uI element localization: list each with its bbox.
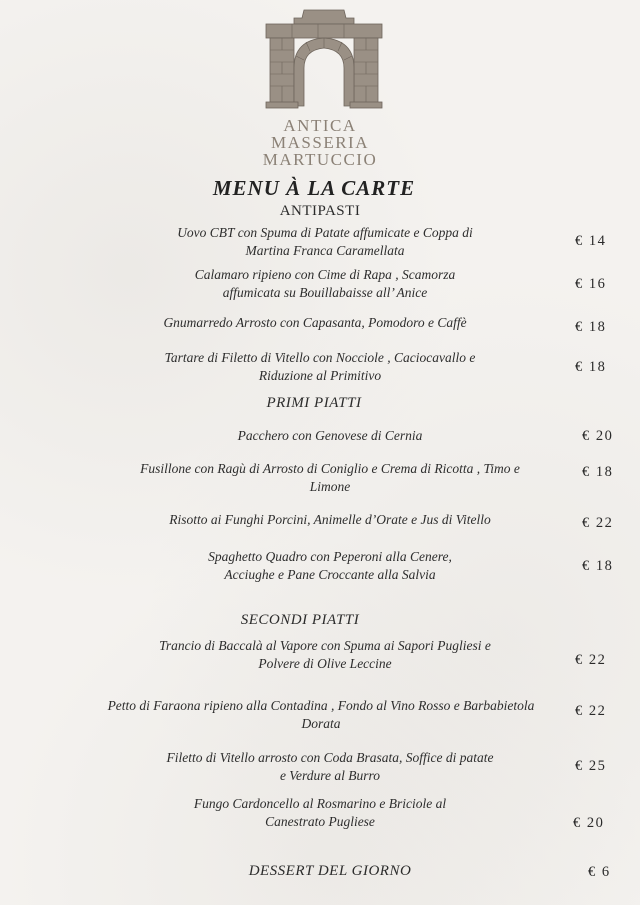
menu-item — [110, 427, 550, 445]
price: € 25 — [575, 758, 607, 774]
menu-item — [76, 697, 566, 733]
price: € 14 — [575, 233, 607, 249]
dish-line: Canestrato Pugliese — [265, 814, 375, 829]
dish-line: Petto di Faraona ripieno alla Contadina , Fondo al Vino Rosso e Barbabietola — [107, 698, 535, 713]
menu-item — [110, 266, 540, 302]
menu-item — [100, 460, 560, 496]
price: € 16 — [575, 276, 607, 292]
dessert-label: DESSERT DEL GIORNO — [248, 863, 412, 879]
price: € 18 — [575, 319, 607, 335]
price: € 22 — [575, 652, 607, 668]
menu-item — [100, 349, 540, 385]
price: € 22 — [575, 703, 607, 719]
menu-title: MENU À LA CARTE — [212, 176, 416, 200]
price: € 18 — [582, 558, 614, 574]
menu-item — [110, 511, 550, 529]
section-heading-secondi: SECONDI PIATTI — [240, 612, 360, 628]
section-heading-primi: PRIMI PIATTI — [266, 395, 362, 411]
menu-item — [90, 314, 540, 332]
brand-name-line-2: MASSERIA — [271, 133, 369, 152]
price: € 18 — [582, 464, 614, 480]
dish-line: e Verdure al Burro — [279, 768, 381, 783]
menu-item — [100, 637, 550, 673]
menu-item — [110, 224, 540, 260]
dish-line: Riduzione al Primitivo — [258, 368, 382, 383]
price: € 22 — [582, 515, 614, 531]
section-heading-antipasti: ANTIPASTI — [279, 203, 361, 219]
dish-line: Trancio di Baccalà al Vapore con Spuma ai Sapori Pugliesi e — [159, 638, 491, 653]
dish-line: affumicata su Bouillabaisse all’ Anice — [222, 285, 428, 300]
dish-line: Calamaro ripieno con Cime di Rapa , Scamorza — [194, 267, 456, 282]
price: € 20 — [582, 428, 614, 444]
menu-item — [110, 548, 550, 584]
price: € 20 — [573, 815, 605, 831]
dish-line: Martina Franca Caramellata — [245, 243, 405, 258]
brand-name-line-1: ANTICA — [283, 116, 357, 135]
dish-line: Dorata — [301, 716, 341, 731]
dish-line: Tartare di Filetto di Vitello con Nocciole , Caciocavallo e — [164, 350, 476, 365]
price: € 6 — [588, 864, 611, 880]
dish-line: Fusillone con Ragù di Arrosto di Coniglio e Crema di Ricotta , Timo e — [140, 461, 520, 476]
dish-line: Gnumarredo Arrosto con Capasanta, Pomodoro e Caffè — [163, 315, 467, 330]
dish-line: Uovo CBT con Spuma di Patate affumicate e Coppa di — [177, 225, 473, 240]
price: € 18 — [575, 359, 607, 375]
dish-line: Risotto ai Funghi Porcini, Animelle d’Orate e Jus di Vitello — [169, 512, 491, 527]
dish-line: Spaghetto Quadro con Peperoni alla Cenere, — [208, 549, 452, 564]
menu-item — [110, 749, 550, 785]
dish-line: Acciughe e Pane Croccante alla Salvia — [224, 567, 436, 582]
dish-line: Pacchero con Genovese di Cernia — [237, 428, 423, 443]
dish-line: Filetto di Vitello arrosto con Coda Brasata, Soffice di patate — [166, 750, 494, 765]
stone-arch-icon — [262, 6, 386, 110]
menu-item — [110, 795, 530, 831]
dish-line: Fungo Cardoncello al Rosmarino e Briciole al — [193, 796, 447, 811]
brand-name-line-3: MARTUCCIO — [262, 150, 378, 169]
dish-line: Limone — [309, 479, 351, 494]
dish-line: Polvere di Olive Leccine — [258, 656, 392, 671]
